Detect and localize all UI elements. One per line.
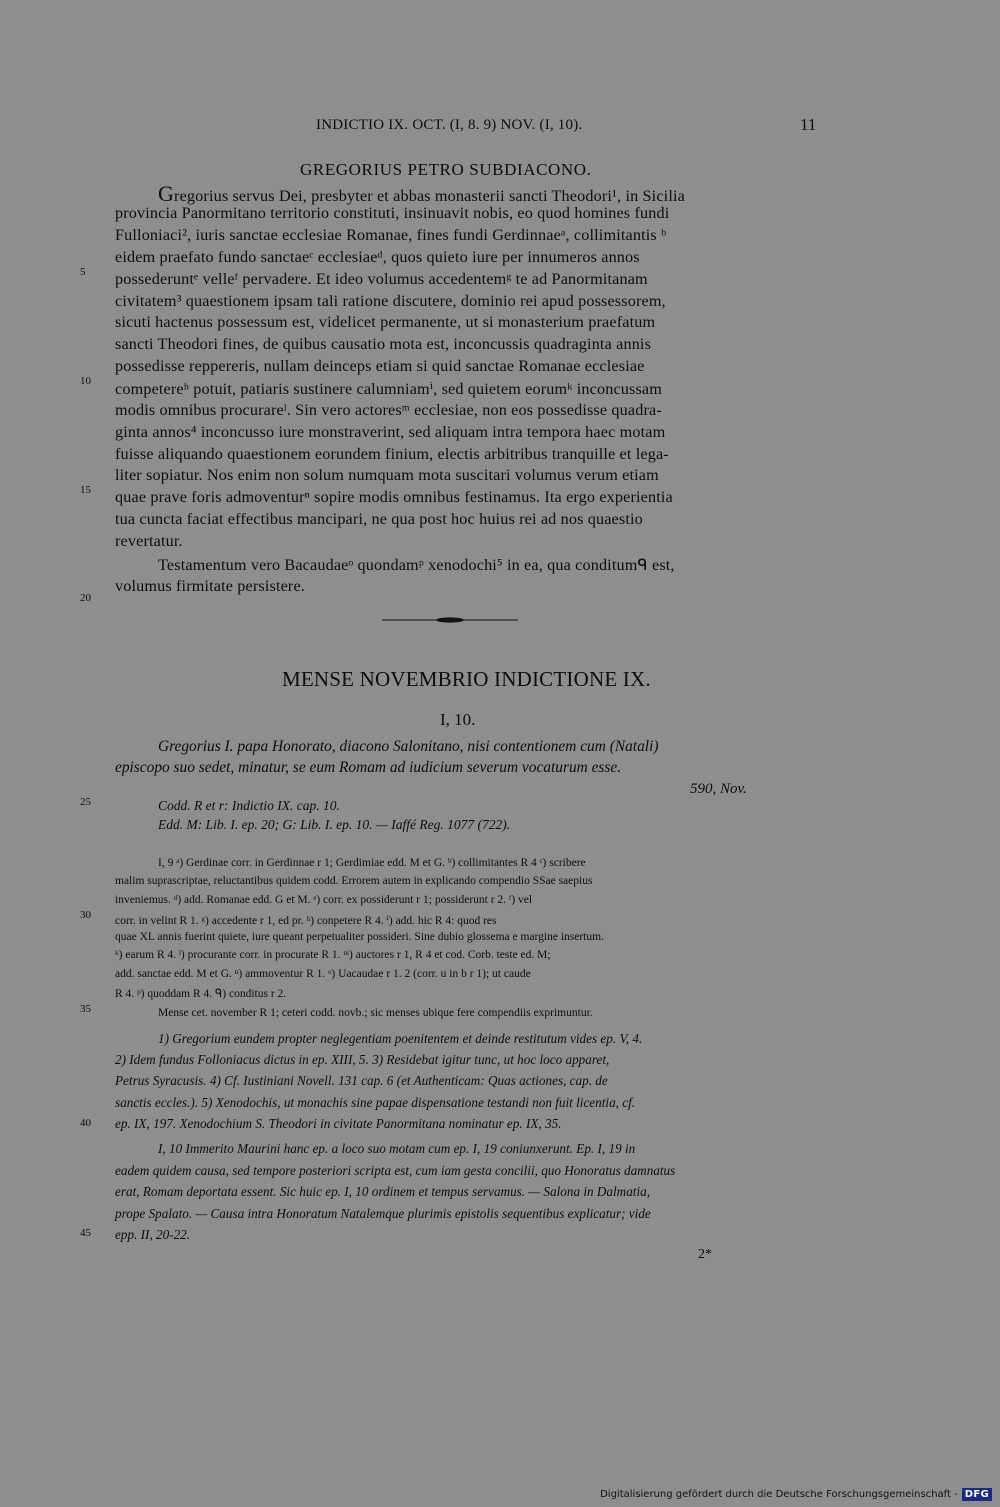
commentary-line: epp. II, 20-22. <box>115 1227 191 1242</box>
body-line: eidem praefato fundo sanctaeᶜ ecclesiaeᵈ, quos quieto iure per innumeros annos <box>115 248 640 266</box>
commentary-line: Petrus Syracusis. 4) Cf. Iustiniani Novell. 131 cap. 6 (et Authenticam: Quas actiones, cap. de <box>115 1073 608 1088</box>
line-number: 20 <box>80 592 91 604</box>
body-line: sicuti hactenus possessum est, videlicet permanente, ut si monasterium praefatum <box>115 313 656 331</box>
line-number: 25 <box>80 796 91 808</box>
letter-summary: episcopo suo sedet, minatur, se eum Romam ad iudicium severum vocaturum esse. <box>115 759 622 776</box>
line-number: 15 <box>80 484 91 496</box>
apparatus-line: R 4. ᵖ) quoddam R 4. ᑫ) conditus r 2. <box>115 988 287 1000</box>
line-number: 45 <box>80 1227 91 1239</box>
body-line: possedisse reppereris, nullam deinceps etiam si quid sanctae Romanae ecclesiae <box>115 357 645 375</box>
commentary-line: prope Spalato. — Causa intra Honoratum Natalemque plurimis epistolis sequentibus explicatur; vide <box>115 1206 651 1221</box>
section-title: MENSE NOVEMBRIO INDICTIONE IX. <box>282 667 651 691</box>
body-line: Gregorius servus Dei, presbyter et abbas monasterii sancti Theodori¹, in Sicilia <box>158 181 685 206</box>
letter-title: GREGORIUS PETRO SUBDIACONO. <box>300 160 592 179</box>
line-number: 10 <box>80 375 91 387</box>
dropcap: G <box>158 181 175 206</box>
line-number: 30 <box>80 909 91 921</box>
apparatus-line: quae XL annis fuerint quiete, iure queant perpetualiter possideri. Sine dubio glossema e margine insertum. <box>115 931 604 943</box>
body-line: Testamentum vero Bacaudaeᵒ quondamᵖ xenodochi⁵ in ea, qua conditumᑫ est, <box>158 556 675 574</box>
commentary-line: 1) Gregorium eundem propter neglegentiam poenitentem et deinde restitutum vides ep. V, 4. <box>158 1031 643 1046</box>
apparatus-line: corr. in velint R 1. ᵍ) accedente r 1, ed pr. ʰ) conpetere R 4. ⁱ) add. hic R 4: quod res <box>115 915 497 927</box>
letter-number: I, 10. <box>440 710 476 729</box>
commentary-line: erat, Romam deportata essent. Sic huic ep. I, 10 ordinem et tempus servamus. — Salona in Dalmatia, <box>115 1184 651 1199</box>
commentary-line: eadem quidem causa, sed tempore posteriori scripta est, cum iam gesta concilii, quo Honoratus damnatus <box>115 1163 676 1178</box>
ornament-divider <box>382 616 518 624</box>
body-line: Fulloniaci², iuris sanctae ecclesiae Romanae, fines fundi Gerdinnaeᵃ, collimitantis ᵇ <box>115 226 667 244</box>
body-line: tua cuncta faciat effectibus mancipari, ne qua post hoc huius rei ad nos quaestio <box>115 510 643 528</box>
body-line: civitatem³ quaestionem ipsam tali ratione discutere, dominio rei apud possessorem, <box>115 292 666 310</box>
apparatus-line: malim suprascriptae, reluctantibus quidem codd. Errorem autem in explicando compendio SSae saepius <box>115 875 593 887</box>
body-line: sancti Theodori fines, de quibus causatio mota est, inconcussis quadraginta annis <box>115 335 652 353</box>
line-number: 40 <box>80 1117 91 1129</box>
body-line: competereʰ potuit, patiaris sustinere calumniamⁱ, sed quietem eorumᵏ inconcussam <box>115 380 663 398</box>
body-line: provincia Panormitano territorio constituti, insinuavit nobis, eo quod homines fundi <box>115 204 670 222</box>
line-number: 35 <box>80 1003 91 1015</box>
commentary-line: 2) Idem fundus Folloniacus dictus in ep. XIII, 5. 3) Residebat igitur tunc, ut hoc loco apparet, <box>115 1052 610 1067</box>
body-line: possederuntᵉ velleᶠ pervadere. Et ideo volumus accedentemᵍ te ad Panormitanam <box>115 270 648 288</box>
body-line: volumus firmitate persistere. <box>115 577 306 595</box>
running-head: INDICTIO IX. OCT. (I, 8. 9) NOV. (I, 10). <box>316 117 583 133</box>
apparatus-line: inveniemus. ᵈ) add. Romanae edd. G et M. ᵉ) corr. ex possiderunt r 1; possiderunt r 2. ᶠ) vel <box>115 894 533 906</box>
body-line: ginta annos⁴ inconcusso iure monstraverint, sed aliquam intra tempora haec motam <box>115 423 666 441</box>
apparatus-line: I, 9 ᵃ) Gerdinae corr. in Gerdinnae r 1; Gerdimiae edd. M et G. ᵇ) collimitantes R 4 ᶜ) scribere <box>158 857 586 869</box>
commentary-line: ep. IX, 197. Xenodochium S. Theodori in civitate Panormitana nominatur ep. IX, 35. <box>115 1116 562 1131</box>
body-line: liter sopiatur. Nos enim non solum numquam mota suscitari volumus verum etiam <box>115 466 659 484</box>
commentary-line: sanctis eccles.). 5) Xenodochis, ut monachis sine papae dispensatione testandi non fuit licentia, cf. <box>115 1095 636 1110</box>
funding-credit-text: Digitalisierung gefördert durch die Deutsche Forschungsgemeinschaft - <box>600 1489 958 1500</box>
body-line: fuisse aliquando quaestionem eorundem finium, electis arbitribus tranquille et lega- <box>115 445 669 463</box>
body-line: modis omnibus procurareˡ. Sin vero actoresᵐ ecclesiae, non eos possedisse quadra- <box>115 401 662 419</box>
dfg-logo-icon: DFG <box>962 1488 992 1501</box>
line-number: 5 <box>80 266 86 278</box>
apparatus-line: ᵏ) earum R 4. ˡ) procurante corr. in procurate R 1. ᵐ) auctores r 1, R 4 et cod. Corb. teste ed. M; <box>115 949 551 961</box>
letter-date: 590, Nov. <box>690 781 747 797</box>
commentary-line: I, 10 Immerito Maurini hanc ep. a loco suo motam cum ep. I, 19 coniunxerunt. Ep. I, 19 in <box>158 1141 636 1156</box>
body-line: revertatur. <box>115 532 183 550</box>
letter-summary: Gregorius I. papa Honorato, diacono Salonitano, nisi contentionem cum (Natali) <box>158 738 659 755</box>
source-line: Edd. M: Lib. I. ep. 20; G: Lib. I. ep. 10. — Iaffé Reg. 1077 (722). <box>158 817 511 832</box>
source-line: Codd. R et r: Indictio IX. cap. 10. <box>158 798 340 813</box>
apparatus-line: Mense cet. november R 1; ceteri codd. novb.; sic menses ubique fere compendiis exprimuntur. <box>158 1007 593 1019</box>
signature-mark: 2* <box>698 1247 712 1262</box>
body-line: quae prave foris admoventurⁿ sopire modis omnibus festinamus. Ita ergo experientia <box>115 488 673 506</box>
apparatus-line: add. sanctae edd. M et G. ⁿ) ammoventur R 1. ᵒ) Uacaudae r 1. 2 (corr. u in b r 1); ut caude <box>115 968 531 980</box>
page-number: 11 <box>800 115 817 134</box>
funding-credit <box>600 1488 992 1501</box>
